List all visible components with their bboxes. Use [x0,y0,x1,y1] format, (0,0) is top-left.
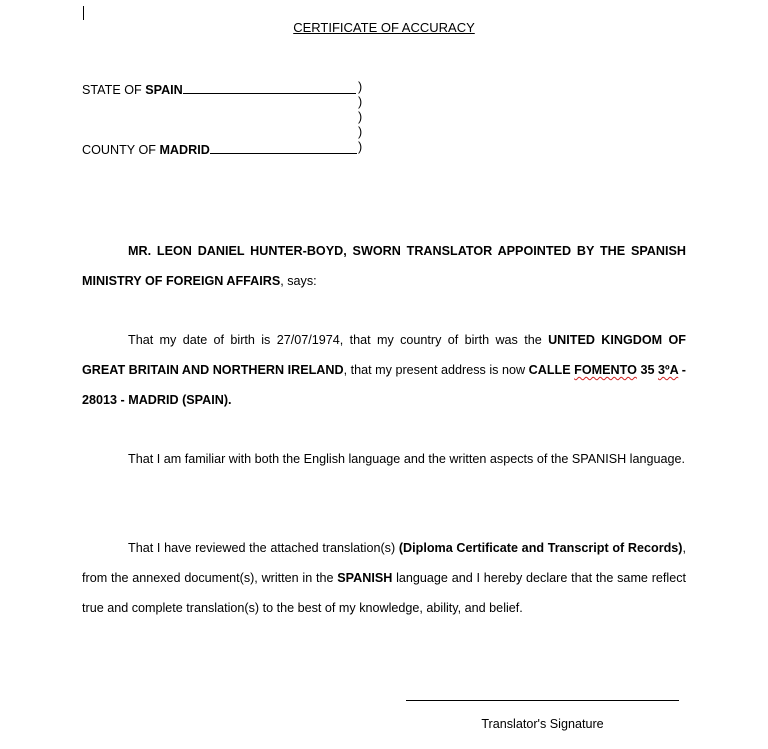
bracket-4: ) [358,125,363,139]
bracket-2: ) [358,95,363,109]
bracket-3: ) [358,110,363,124]
intro-paragraph: MR. LEON DANIEL HUNTER-BOYD, SWORN TRANSLATOR APPOINTED BY THE SPANISH MINISTRY OF FOREIGN AFFAIRS, says: [82,244,686,288]
source-language: SPANISH [337,571,393,585]
document-title: CERTIFICATE OF ACCURACY [293,20,475,35]
signature-line [406,700,679,701]
bracket-1: ) [358,80,363,94]
language-paragraph: That I am familiar with both the English language and the written aspects of the SPANISH language. [128,452,686,466]
documents-reviewed: (Diploma Certificate and Transcript of Records) [398,541,683,555]
birth-country: UNITED KINGDOM OF GREAT BRITAIN AND NORTHERN IRELAND [82,333,686,377]
declaration-paragraph: That I have reviewed the attached translation(s) (Diploma Certificate and Transcript of Records), from the annexed document(s), written in the SPANISH language and I hereby declare that the same reflect true and complete translation(s) to the best of my knowledge, ability, and belief. [82,541,687,615]
address: CALLE FOMENTO 35 3ºA - 28013 - MADRID (SPAIN). [82,363,686,407]
spellcheck-floor: 3ºA [658,363,679,377]
spellcheck-street: FOMENTO [574,363,637,377]
county-line: COUNTY OF MADRID [82,140,357,157]
translator-name: MR. LEON DANIEL HUNTER-BOYD, SWORN TRANSLATOR APPOINTED BY THE SPANISH MINISTRY OF FOREIGN AFFAIRS [82,244,686,288]
state-name: SPAIN [145,83,183,97]
bracket-5: ) [358,140,363,154]
text-cursor [83,6,84,20]
state-line: STATE OF SPAIN [82,80,356,97]
birth-address-paragraph: That my date of birth is 27/07/1974, that my country of birth was the UNITED KINGDOM OF GREAT BRITAIN AND NORTHERN IRELAND, that my present address is now CALLE FOMENTO 35 3ºA - 28013 - MADRID (SPAIN). [82,333,686,407]
county-name: MADRID [159,143,210,157]
state-blank [183,80,356,94]
signature-label: Translator's Signature [481,717,604,731]
county-blank [210,140,357,154]
